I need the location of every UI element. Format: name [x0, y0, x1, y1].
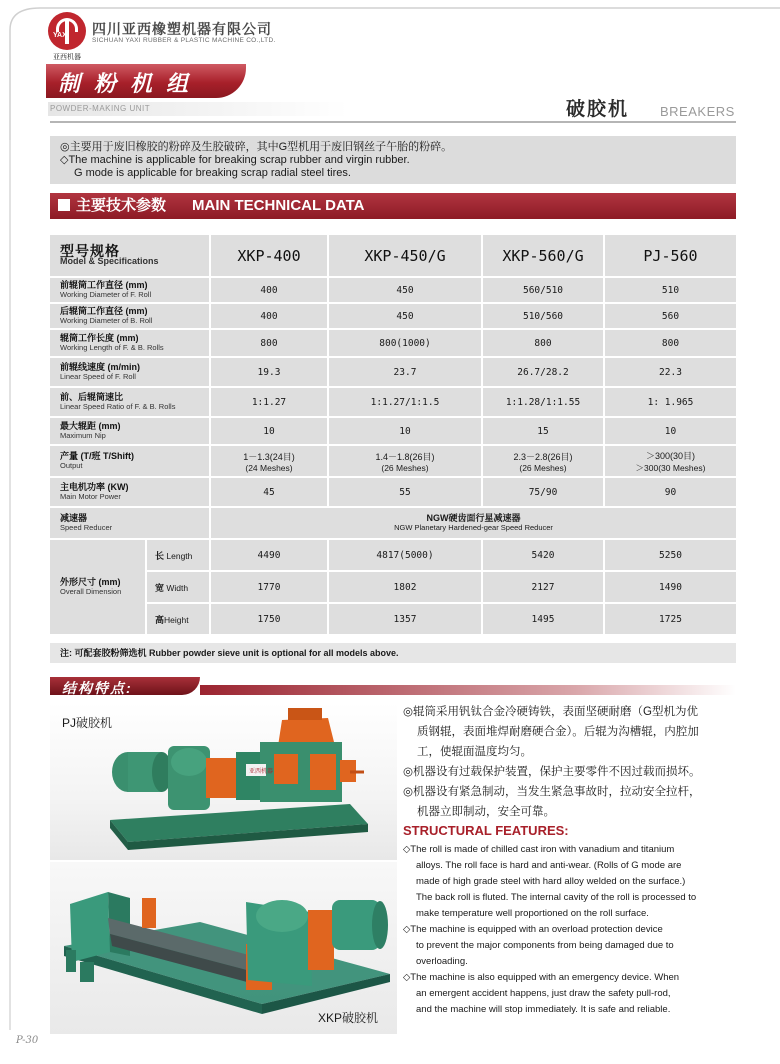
table-row-reducer: [50, 507, 736, 539]
model-header: XKP-450/G: [328, 235, 482, 277]
feature-en-item: ◇The machine is equipped with an overload protection device: [403, 924, 663, 935]
table-cell: 1.4－1.8(26目) (26 Meshes): [328, 445, 482, 477]
logo-text: YAXI: [53, 32, 69, 39]
table-cell: 22.3: [604, 357, 736, 387]
intro-line-en-2: G mode is applicable for breaking scrap radial steel tires.: [74, 167, 351, 179]
table-cell: 1802: [328, 571, 482, 603]
table-cell: 75/90: [482, 477, 604, 507]
table-cell: 4817(5000): [328, 539, 482, 571]
table-row: [50, 357, 736, 387]
table-cell: 55: [328, 477, 482, 507]
feature-en-item: ◇The roll is made of chilled cast iron with vanadium and titanium: [403, 844, 675, 855]
feature-cn-item: ◎机器设有过载保护装置，保护主要零件不因过载而损坏。: [403, 766, 701, 778]
table-cell: 45: [210, 477, 328, 507]
title-divider: [50, 121, 736, 123]
square-bullet-icon: [58, 199, 70, 211]
page-number: P-30: [16, 1035, 39, 1046]
table-cell: 1:1.28/1:1.55: [482, 387, 604, 417]
row-label: 前、后辊筒速比 Linear Speed Ratio of F. & B. Rolls: [50, 387, 210, 417]
spec-table: [50, 235, 736, 636]
table-row: [50, 417, 736, 445]
table-cell: 1－1.3(24目) (24 Meshes): [210, 445, 328, 477]
feature-en-line: an emergent accident happens, just draw the safety pull-rod,: [416, 988, 671, 999]
table-cell: ＞300(30目) ＞300(30 Meshes): [604, 445, 736, 477]
table-cell: 450: [328, 277, 482, 303]
logo-emblem: [48, 12, 86, 50]
row-label: 减速器 Speed Reducer: [50, 507, 210, 539]
feature-en-line: to prevent the major components from being damaged due to: [416, 940, 674, 951]
company-name-en: SICHUAN YAXI RUBBER & PLASTIC MACHINE CO.,LTD.: [92, 37, 276, 44]
model-header: PJ-560: [604, 235, 736, 277]
table-cell: 10: [604, 417, 736, 445]
table-cell: 560: [604, 303, 736, 329]
table-row: [50, 477, 736, 507]
features-cn-list: [403, 702, 733, 822]
intro-line-en-1: ◇The machine is applicable for breaking scrap rubber and virgin rubber.: [60, 154, 410, 166]
machine-plate-text: 亚西机器: [249, 769, 274, 775]
table-cell: 400: [210, 277, 328, 303]
table-cell: 26.7/28.2: [482, 357, 604, 387]
table-cell: 800(1000): [328, 329, 482, 357]
feature-en-line: The back roll is fluted. The internal cavity of the roll is processed to: [416, 892, 697, 903]
row-label: 后辊筒工作直径 (mm) Working Diameter of B. Roll: [50, 303, 210, 329]
table-cell: 800: [210, 329, 328, 357]
table-cell: 560/510: [482, 277, 604, 303]
row-label: 主电机功率 (KW) Main Motor Power: [50, 477, 210, 507]
section-title-en: MAIN TECHNICAL DATA: [192, 197, 365, 214]
section-title-cn: 主要技术参数: [76, 197, 167, 214]
table-cell: 2.3－2.8(26目) (26 Meshes): [482, 445, 604, 477]
table-cell: 510: [604, 277, 736, 303]
tech-data-section-bar: [50, 193, 736, 219]
table-cell: 5420: [482, 539, 604, 571]
table-cell: 90: [604, 477, 736, 507]
table-cell: 1357: [328, 603, 482, 635]
pj-breaker-label: PJ破胶机: [62, 716, 113, 730]
features-en-list: [403, 842, 735, 1018]
feature-cn-item: ◎机器设有紧急制动，当发生紧急事故时，拉动安全拉杆，: [403, 786, 701, 798]
product-title-cn: 破胶机: [566, 99, 630, 120]
table-cell: 800: [482, 329, 604, 357]
structural-features-title: STRUCTURAL FEATURES:: [403, 823, 569, 838]
table-cell: 2127: [482, 571, 604, 603]
table-cell: 15: [482, 417, 604, 445]
left-edge-line: [0, 0, 40, 1064]
feature-en-line: make temperature well proportioned on the roll surface.: [416, 908, 649, 919]
dimension-sub-label: 宽 Width: [146, 571, 210, 603]
table-cell: 510/560: [482, 303, 604, 329]
table-row: [50, 303, 736, 329]
table-row: [50, 329, 736, 357]
header-label-cell: 型号规格 Model & Specifications: [50, 235, 210, 277]
table-cell: 400: [210, 303, 328, 329]
dimension-sub-label: 长 Length: [146, 539, 210, 571]
row-label: 辊筒工作长度 (mm) Working Length of F. & B. Rolls: [50, 329, 210, 357]
table-cell: 1725: [604, 603, 736, 635]
dimension-label: 外形尺寸 (mm) Overall Dimension: [50, 539, 146, 635]
row-label: 前辊线速度 (m/min) Linear Speed of F. Roll: [50, 357, 210, 387]
category-banner: [46, 64, 246, 98]
table-cell: 1495: [482, 603, 604, 635]
logo-caption: 亚西机器: [53, 53, 81, 61]
dimension-sub-label: 高Height: [146, 603, 210, 635]
feature-en-line: and the machine will stop immediately. It is safe and reliable.: [416, 1004, 671, 1015]
table-note: 注: 可配套胶粉筛选机 Rubber powder sieve unit is optional for all models above.: [50, 643, 736, 663]
table-cell: 1:1.27: [210, 387, 328, 417]
table-row: [50, 277, 736, 303]
table-cell: 800: [604, 329, 736, 357]
table-cell: 10: [328, 417, 482, 445]
table-cell: 10: [210, 417, 328, 445]
reducer-value-cell: NGW硬齿面行星减速器 NGW Planetary Hardened-gear Speed Reducer: [210, 507, 736, 539]
row-label: 前辊筒工作直径 (mm) Working Diameter of F. Roll: [50, 277, 210, 303]
table-cell: 1490: [604, 571, 736, 603]
table-cell: 19.3: [210, 357, 328, 387]
row-label: 产量 (T/班 T/Shift) Output: [50, 445, 210, 477]
table-row: [50, 387, 736, 417]
table-cell: 4490: [210, 539, 328, 571]
table-row-dimension: [50, 571, 736, 603]
company-name-cn: 四川亚西橡塑机器有限公司: [92, 21, 272, 37]
category-title: 制粉机组: [58, 71, 203, 96]
table-row-dimension: [50, 603, 736, 635]
table-cell: 5250: [604, 539, 736, 571]
feature-cn-line: 质钢辊，表面堆焊耐磨硬合金）。后辊为沟槽辊，内腔加: [417, 726, 699, 738]
pj-breaker-photo: [50, 702, 397, 860]
feature-en-item: ◇The machine is also equipped with an emergency device. When: [403, 972, 680, 983]
xkp-breaker-label: XKP破胶机: [318, 1011, 379, 1025]
features-section-bar: [50, 677, 736, 695]
table-cell: 1: 1.965: [604, 387, 736, 417]
model-header: XKP-400: [210, 235, 328, 277]
table-header-row: [50, 235, 736, 277]
feature-en-line: made of high grade steel with hard alloy welded on the surface.): [416, 876, 686, 887]
table-cell: 450: [328, 303, 482, 329]
table-cell: 23.7: [328, 357, 482, 387]
intro-box: [50, 136, 736, 184]
intro-line-cn: ◎主要用于废旧橡胶的粉碎及生胶破碎，其中G型机用于废旧钢丝子午胎的粉碎。: [60, 141, 453, 153]
feature-en-line: overloading.: [416, 956, 468, 967]
row-label: 最大辊距 (mm) Maximum Nip: [50, 417, 210, 445]
feature-cn-line: 工，使辊面温度均匀。: [417, 746, 532, 758]
features-bar-fade: [200, 685, 736, 695]
features-title-cn: 结构特点:: [62, 680, 133, 696]
xkp-breaker-photo: [50, 862, 397, 1034]
category-subtitle: POWDER-MAKING UNIT: [48, 102, 348, 116]
table-row-output: [50, 445, 736, 477]
feature-cn-item: ◎辊筒采用钒钛合金冷硬铸铁，表面坚硬耐磨（G型机为优: [403, 706, 698, 718]
company-logo: [42, 12, 92, 64]
model-header: XKP-560/G: [482, 235, 604, 277]
product-title-en: BREAKERS: [660, 104, 735, 119]
table-cell: 1750: [210, 603, 328, 635]
feature-cn-line: 机器立即制动，安全可靠。: [417, 806, 555, 818]
feature-en-line: alloys. The roll face is hard and anti-wear. (Rolls of G mode are: [416, 860, 682, 871]
table-cell: 1770: [210, 571, 328, 603]
features-tab: [50, 677, 200, 695]
table-cell: 1:1.27/1:1.5: [328, 387, 482, 417]
table-row-dimension: [50, 539, 736, 571]
